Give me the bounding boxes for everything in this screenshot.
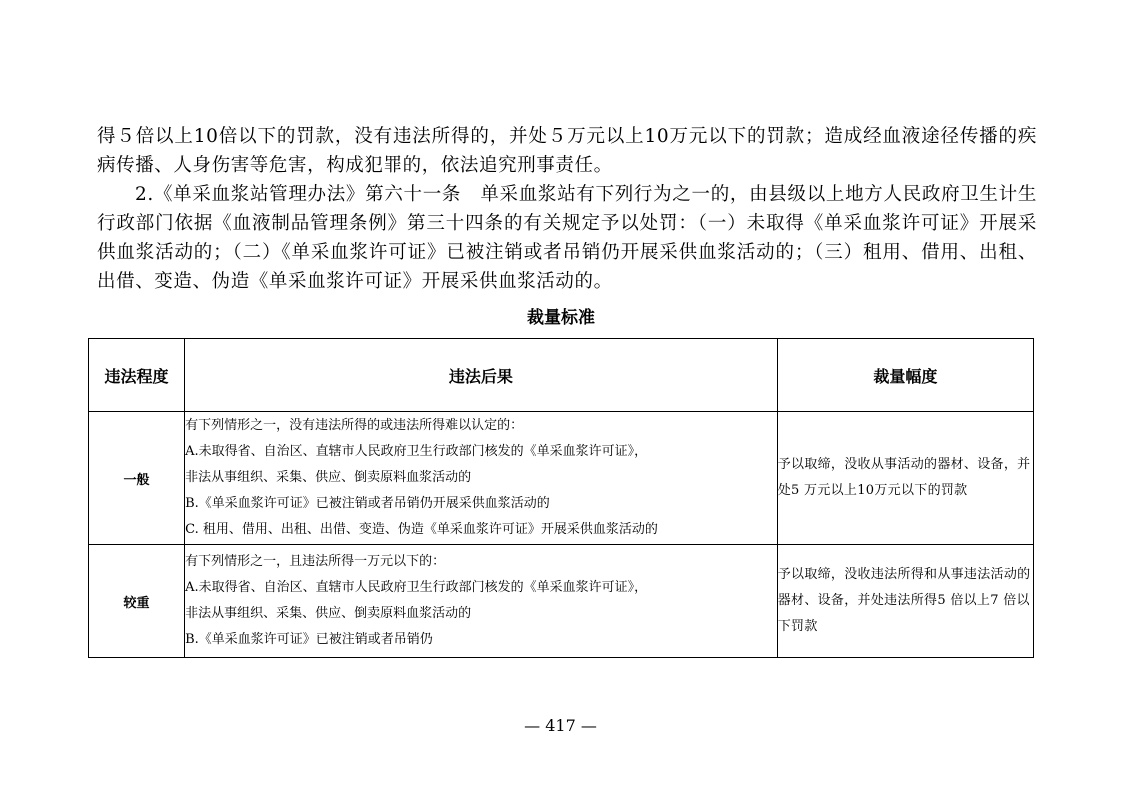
result-line: B.《单采血浆许可证》已被注销或者吊销仍开展采供血浆活动的 <box>185 496 550 511</box>
page-number: — 417 — <box>524 716 597 735</box>
result-line: A.未取得省、自治区、直辖市人民政府卫生行政部门核发的《单采血浆许可证》， <box>185 580 648 595</box>
body-paragraph-article-61: 2.《单采血浆站管理办法》第六十一条 单采血浆站有下列行为之一的，由县级以上地方人民政府卫生计生行政部门依据《血液制品管理条例》第三十四条的有关规定予以处罚：（一）未取得《单采血浆许可证》开展采供血浆活动的；（二）《单采血浆许可证》已被注销或者吊销仍开展采供血浆活动的；（三）租用、借用、出租、出借、变造、伪造《单采血浆许可证》开展采供血浆活动的。 <box>97 184 1037 292</box>
table-title: 裁量标准 <box>527 308 595 328</box>
discretion-standard-table <box>88 338 1034 658</box>
body-paragraph-continued: 得５倍以上10倍以下的罚款，没有违法所得的，并处５万元以上10万元以下的罚款；造成经血液途径传播的疾病传播、人身伤害等危害，构成犯罪的，依法追究刑事责任。 <box>97 126 1037 176</box>
result-line: 非法从事组织、采集、供应、倒卖原料血浆活动的 <box>185 470 472 485</box>
table-row <box>89 545 1034 658</box>
range-cell: 予以取缔，没收违法所得和从事违法活动的器材、设备，并处违法所得5 倍以上7 倍以下罚款 <box>777 545 1033 658</box>
result-line: B.《单采血浆许可证》已被注销或者吊销仍 <box>185 632 433 647</box>
result-line: 有下列情形之一，没有违法所得的或违法所得难以认定的： <box>185 418 524 433</box>
result-cell <box>185 412 778 545</box>
header-result: 违法后果 <box>185 339 778 412</box>
header-degree: 违法程度 <box>89 339 185 412</box>
result-line: A.未取得省、自治区、直辖市人民政府卫生行政部门核发的《单采血浆许可证》， <box>185 444 648 459</box>
table-row <box>89 412 1034 545</box>
result-line: C. 租用、借用、出租、出借、变造、伪造《单采血浆许可证》开展采供血浆活动的 <box>185 522 658 537</box>
table-header-row <box>89 339 1034 412</box>
range-cell: 予以取缔，没收从事活动的器材、设备，并处5 万元以上10万元以下的罚款 <box>777 412 1033 545</box>
degree-cell: 较重 <box>89 545 185 658</box>
result-line: 有下列情形之一，且违法所得一万元以下的： <box>185 554 446 569</box>
header-range: 裁量幅度 <box>777 339 1033 412</box>
result-cell <box>185 545 778 658</box>
result-line: 非法从事组织、采集、供应、倒卖原料血浆活动的 <box>185 606 472 621</box>
degree-cell: 一般 <box>89 412 185 545</box>
